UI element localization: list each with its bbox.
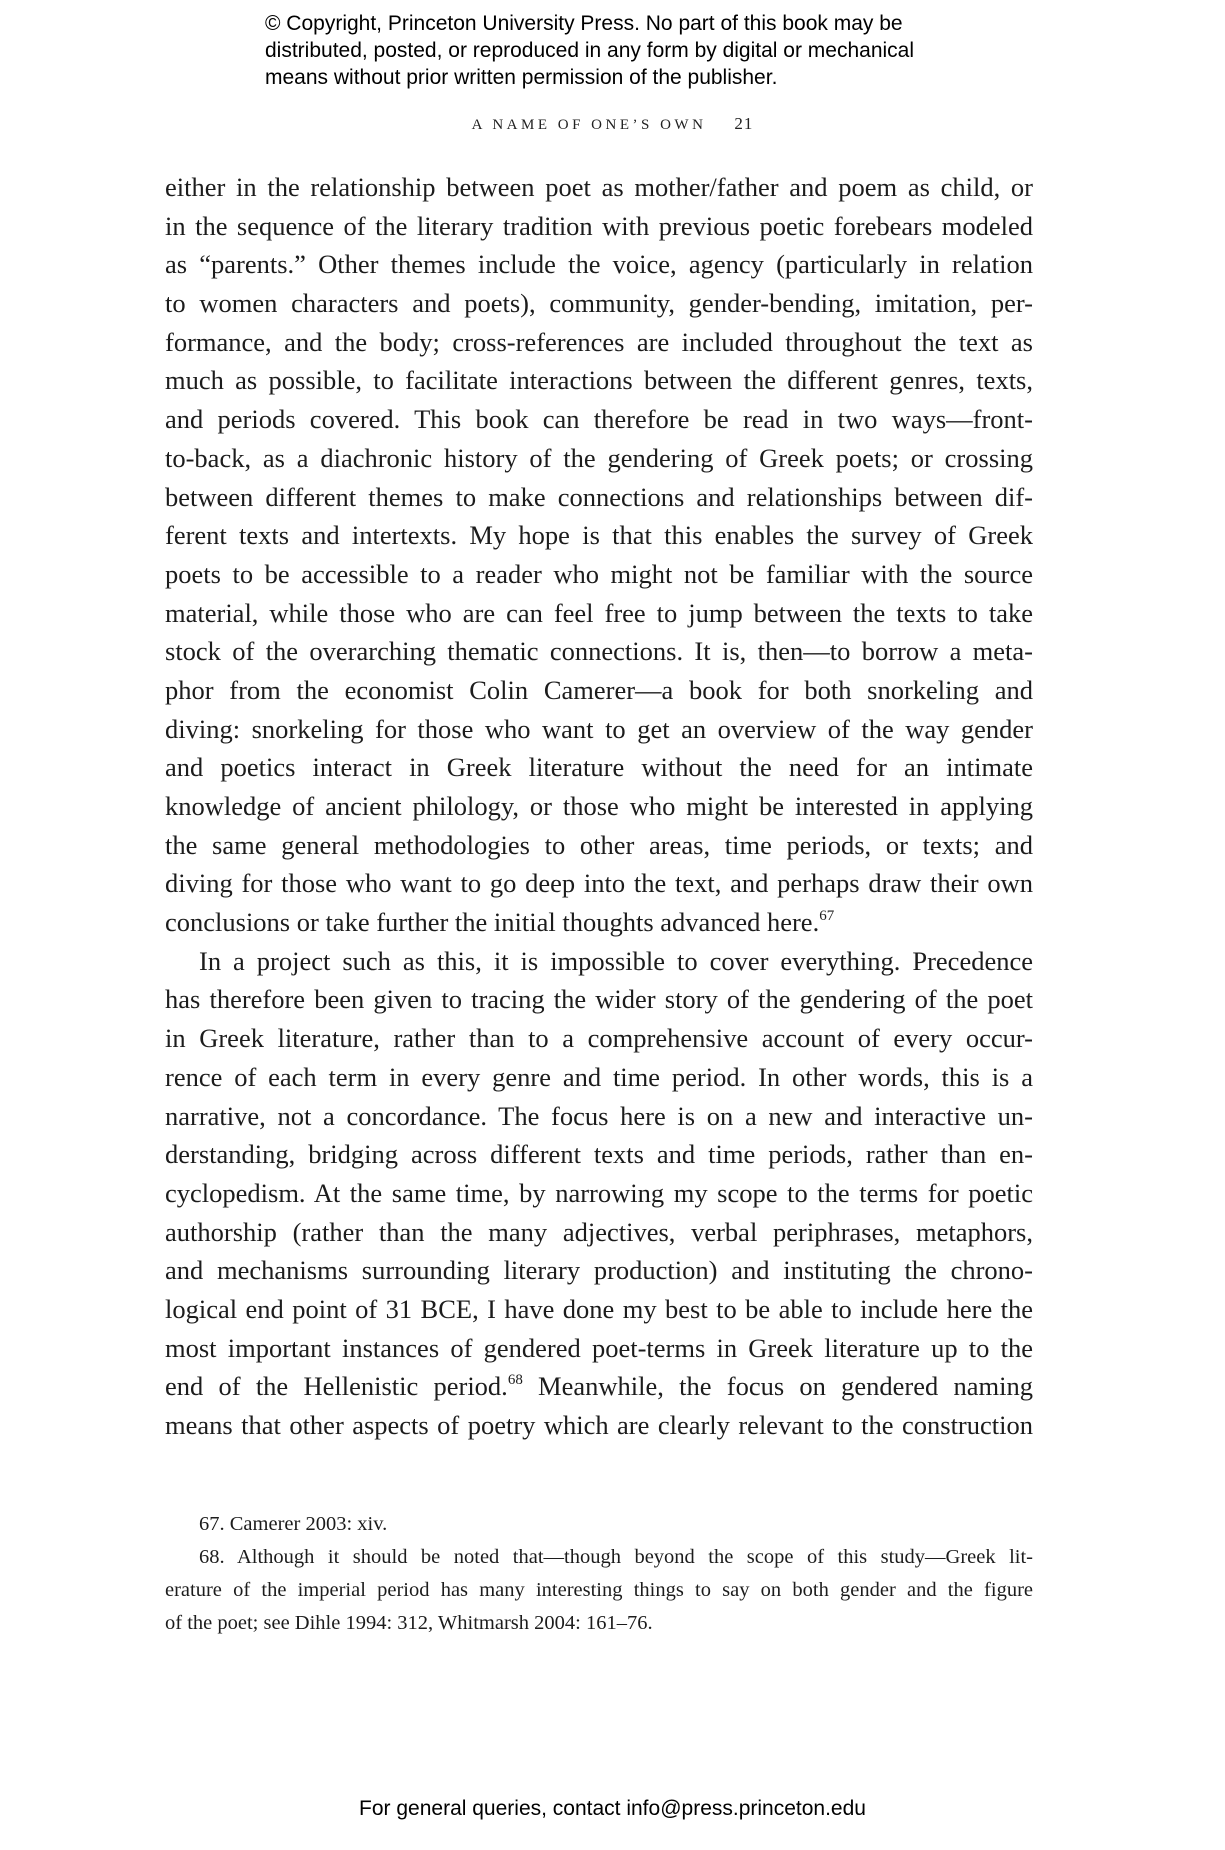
body-text [165,168,1033,1445]
text-line: either in the relationship between poet as mother/father and poem as child, or [165,172,1033,202]
contact-line: For general queries, contact info@press.princeton.edu [359,1797,866,1820]
copyright-line: distributed, posted, or reproduced in any form by digital or mechanical [265,39,915,62]
footnote-67: 67. Camerer 2003: xiv. [199,1513,388,1535]
text-fragment: end of the Hellenistic period. [165,1371,508,1402]
text-line: diving for those who want to go deep into the text, and perhaps draw their own [165,868,1033,899]
copyright-line: © Copyright, Princeton University Press. No part of this book may be [265,12,903,35]
footnote-68-line: of the poet; see Dihle 1994: 312, Whitmarsh 2004: 161–76. [165,1612,653,1634]
text-line: material, while those who are can feel free to jump between the texts to take [165,597,1033,628]
text-line: knowledge of ancient philology, or those who might be interested in applying [165,791,1033,821]
running-head-title: A NAME OF ONE’S OWN [471,117,707,133]
text-line: and periods covered. This book can therefore be read in two ways—front- [165,404,1033,435]
text-line: diving: snorkeling for those who want to get an overview of the way gender [165,713,1033,744]
text-line: in Greek literature, rather than to a comprehensive account of every occur- [165,1023,1033,1054]
text-fragment: Meanwhile, the focus on gendered naming [522,1371,1033,1402]
text-line: poets to be accessible to a reader who might not be familiar with the source [165,558,1033,589]
text-line: as “parents.” Other themes include the voice, agency (particularly in relation [165,249,1033,280]
text-line: cyclopedism. At the same time, by narrowing my scope to the terms for poetic [165,1177,1033,1208]
text-line: narrative, not a concordance. The focus here is on a new and interactive un- [165,1100,1033,1131]
footnote-marker-67[interactable]: 67 [819,908,835,925]
text-line [165,903,1033,942]
text-line: means that other aspects of poetry which are clearly relevant to the construction [165,1410,1033,1440]
footnote-68-line: erature of the imperial period has many interesting things to say on both gender and the figure [165,1579,1033,1601]
text-line: derstanding, bridging across different texts and time periods, rather than en- [165,1139,1033,1170]
text-line: ferent texts and intertexts. My hope is that this enables the survey of Greek [165,520,1033,551]
text-line: phor from the economist Colin Camerer—a book for both snorkeling and [165,674,1033,705]
copyright-notice [265,10,1025,91]
text-line: and mechanisms surrounding literary production) and instituting the chrono- [165,1255,1033,1286]
text-line: and poetics interact in Greek literature without the need for an intimate [165,752,1033,783]
text-line: between different themes to make connections and relationships between dif- [165,481,1033,512]
text-line: stock of the overarching thematic connections. It is, then—to borrow a meta- [165,636,1033,667]
text-line: logical end point of 31 BCE, I have done my best to be able to include here the [165,1293,1033,1324]
text-line: in the sequence of the literary tradition with previous poetic forebears modeled [165,210,1033,241]
text-line: authorship (rather than the many adjectives, verbal periphrases, metaphors, [165,1216,1033,1247]
text-line: has therefore been given to tracing the wider story of the gendering of the poet [165,984,1033,1015]
page-number: 21 [734,114,754,133]
text-line: to-back, as a diachronic history of the gendering of Greek poets; or crossing [165,442,1033,473]
text-line [165,1367,1033,1406]
text-line: to women characters and poets), community, gender-bending, imitation, per- [165,288,1033,319]
text-line: rence of each term in every genre and time period. In other words, this is a [165,1061,1033,1092]
text-line: In a project such as this, it is impossible to cover everything. Precedence [199,945,1033,976]
footnote-68-line: 68. Although it should be noted that—though beyond the scope of this study—Greek lit- [199,1546,1033,1568]
footnotes [165,1508,1033,1640]
text-fragment: conclusions or take further the initial thoughts advanced here. [165,907,820,938]
text-line: most important instances of gendered poet-terms in Greek literature up to the [165,1332,1033,1363]
running-head [0,114,1225,134]
text-line: much as possible, to facilitate interactions between the different genres, texts, [165,365,1033,396]
text-line: the same general methodologies to other areas, time periods, or texts; and [165,829,1033,860]
text-line: formance, and the body; cross-references are included throughout the text as [165,326,1033,357]
footnote-marker-68[interactable]: 68 [507,1372,523,1389]
copyright-line: means without prior written permission of the publisher. [265,66,778,89]
